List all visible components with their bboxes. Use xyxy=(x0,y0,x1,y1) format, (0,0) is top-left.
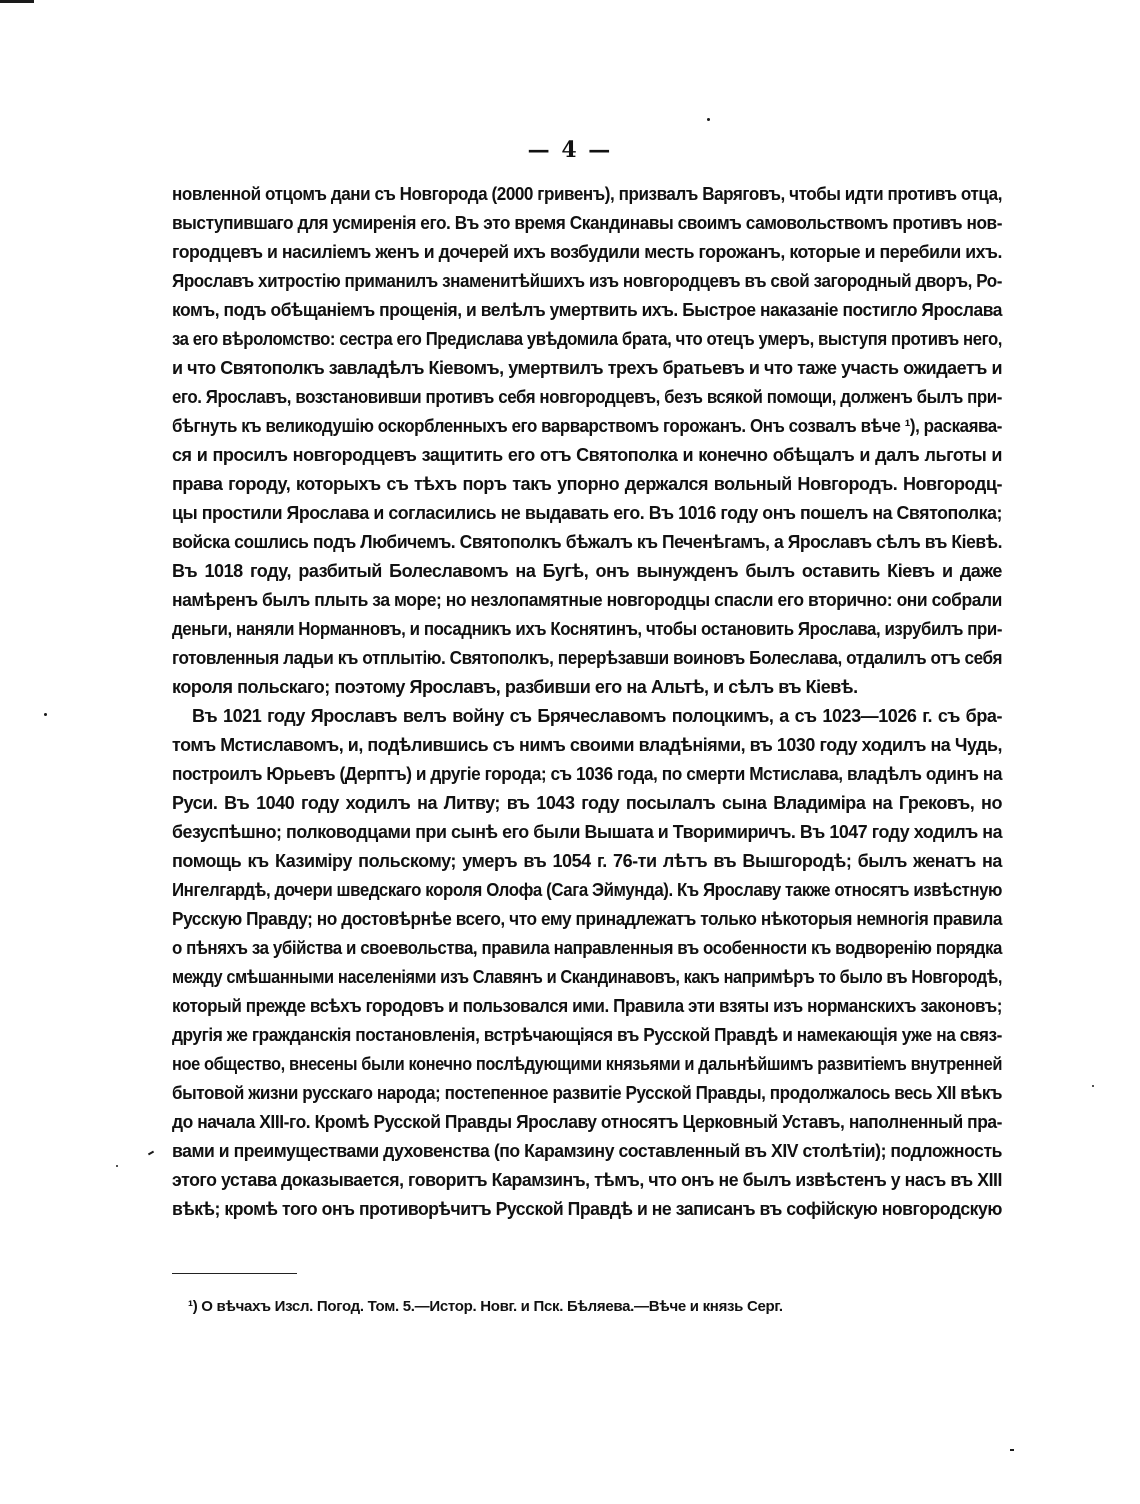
body-line: за его вѣроломство: сестра его Предислава увѣдомила брата, что отецъ умеръ, выступя противъ него, xyxy=(172,329,1002,349)
body-line: помощь къ Казиміру польскому; умеръ въ 1054 г. 76-ти лѣтъ въ Вышгородѣ; былъ женатъ на xyxy=(172,851,1002,871)
body-line: деньги, наняли Норманновъ, и посадникъ ихъ Коснятинъ, чтобы остановить Ярослава, изрубилъ при- xyxy=(172,619,1003,639)
body-line: и что Святополкъ завладѣлъ Кіевомъ, умертвилъ трехъ братьевъ и что таже участь ожидаетъ и xyxy=(172,358,1003,378)
scan-speck xyxy=(707,118,710,121)
body-line: бытовой жизни русскаго народа; постепенное развитіе Русской Правды, продолжалось весь XII вѣкъ xyxy=(172,1083,1003,1103)
body-line: между смѣшанными населеніями изъ Славянъ и Скандинавовъ, какъ напримѣръ то было въ Новгородѣ, xyxy=(172,967,1002,987)
body-line: вѣкѣ; кромѣ того онъ противорѣчитъ Русской Правдѣ и не записанъ въ софійскую новгородскую xyxy=(172,1199,1002,1219)
body-line: ся и просилъ новгородцевъ защитить его отъ Святополка и конечно обѣщалъ и далъ льготы и xyxy=(172,445,1002,465)
scan-speck xyxy=(1010,1449,1014,1451)
body-line: комъ, подъ обѣщаніемъ прощенія, и велѣлъ умертвить ихъ. Быстрое наказаніе постигло Ярослава xyxy=(172,300,1003,320)
body-line: Въ 1018 году, разбитый Болеславомъ на Бугѣ, онъ вынужденъ былъ оставить Кіевъ и даже xyxy=(172,561,1002,581)
page-number: — 4 — xyxy=(527,137,613,163)
scan-mark-top-left xyxy=(0,0,34,3)
body-line: другія же гражданскія постановленія, встрѣчающіяся въ Русской Правдѣ и намекающія уже на связ- xyxy=(172,1025,1003,1045)
body-line: Руси. Въ 1040 году ходилъ на Литву; въ 1043 году посылалъ сына Владиміра на Грековъ, но xyxy=(172,793,1002,813)
body-line: выступившаго для усмиренія его. Въ это время Скандинавы своимъ самовольствомъ противъ нов- xyxy=(172,213,1002,233)
body-line: этого устава доказывается, говоритъ Карамзинъ, тѣмъ, что онъ не былъ извѣстенъ у насъ въ XIII xyxy=(172,1170,1002,1190)
body-text xyxy=(172,180,1002,1224)
body-line: намѣренъ былъ плыть за море; но незлопамятные новгородцы спасли его вторично: они собрали xyxy=(172,590,1002,610)
body-line: новленной отцомъ дани съ Новгорода (2000 гривенъ), призвалъ Варяговъ, чтобы идти противъ отца, xyxy=(172,184,1003,204)
body-line: его. Ярославъ, возстановивши противъ себя новгородцевъ, безъ всякой помощи, долженъ былъ при- xyxy=(172,387,1002,407)
body-line: бѣгнуть къ великодушію оскорбленныхъ его варварствомъ горожанъ. Онъ созвалъ вѣче ¹), раскаява- xyxy=(172,416,1003,436)
footnote: ¹) О вѣчахъ Изсл. Погод. Том. 5.—Истор. Новг. и Пск. Бѣляева.—Вѣче и князь Серг. xyxy=(188,1298,783,1315)
body-line: который прежде всѣхъ городовъ и пользовался ими. Правила эти взяты изъ норманскихъ законовъ; xyxy=(172,996,1002,1016)
body-line: городцевъ и насиліемъ женъ и дочерей ихъ возбудили месть горожанъ, которые и перебили ихъ. xyxy=(172,242,1002,262)
body-line: томъ Мстиславомъ, и, подѣлившись съ нимъ своими владѣніями, въ 1030 году ходилъ на Чудь, xyxy=(172,735,1003,755)
scan-speck xyxy=(116,1165,118,1167)
body-line: Ярославъ хитростію приманилъ знаменитѣйшихъ изъ новгородцевъ въ свой загородный дворъ, Ро- xyxy=(172,271,1003,291)
body-line: безуспѣшно; полководцами при сынѣ его были Вышата и Творимиричъ. Въ 1047 году ходилъ на xyxy=(172,822,1003,842)
body-line: Русскую Правду; но достовѣрнѣе всего, что ему принадлежатъ только нѣкоторыя немногія правила xyxy=(172,909,1003,929)
body-line: до начала XIII-го. Кромѣ Русской Правды Ярославу относятъ Церковный Уставъ, наполненный пра- xyxy=(172,1112,1003,1132)
body-line: войска сошлись подъ Любичемъ. Святополкъ бѣжалъ къ Печенѣгамъ, а Ярославъ сѣлъ въ Кіевѣ. xyxy=(172,532,1003,552)
body-line: ное общество, внесены были конечно послѣдующими князьями и дальнѣйшимъ развитіемъ внутренней xyxy=(172,1054,1003,1074)
body-line: готовленныя ладьи къ отплытію. Святополкъ, перерѣзавши воиновъ Болеслава, отдалилъ отъ себя xyxy=(172,648,1003,668)
scan-speck xyxy=(44,713,47,716)
body-line: Ингелгардѣ, дочери шведскаго короля Олофа (Сага Эймунда). Къ Ярославу также относятъ извѣстную xyxy=(172,880,1003,900)
body-line: права городу, которыхъ съ тѣхъ поръ такъ упорно держался вольный Новгородъ. Новгородц- xyxy=(172,474,1002,494)
body-line-paragraph-start: Въ 1021 году Ярославъ велъ войну съ Брячеславомъ полоцкимъ, а съ 1023—1026 г. съ бра- xyxy=(192,706,1002,726)
body-line: о пѣняхъ за убійства и своевольства, правила направленныя въ особенности къ водворенію порядка xyxy=(172,938,1003,958)
body-line: цы простили Ярослава и согласились не выдавать его. Въ 1016 году онъ пошелъ на Святополка; xyxy=(172,503,1002,523)
body-line: построилъ Юрьевъ (Дерптъ) и другіе города; съ 1036 года, по смерти Мстислава, владѣлъ одинъ на xyxy=(172,764,1003,784)
footnote-divider xyxy=(172,1273,297,1274)
body-line-paragraph-end: короля польскаго; поэтому Ярославъ, разбивши его на Альтѣ, и сѣлъ въ Кіевѣ. xyxy=(172,677,858,697)
body-line: вами и преимуществами духовенства (по Карамзину составленный въ XIV столѣтіи); подложность xyxy=(172,1141,1003,1161)
scan-speck xyxy=(1092,1085,1094,1087)
scan-speck xyxy=(148,1151,154,1156)
